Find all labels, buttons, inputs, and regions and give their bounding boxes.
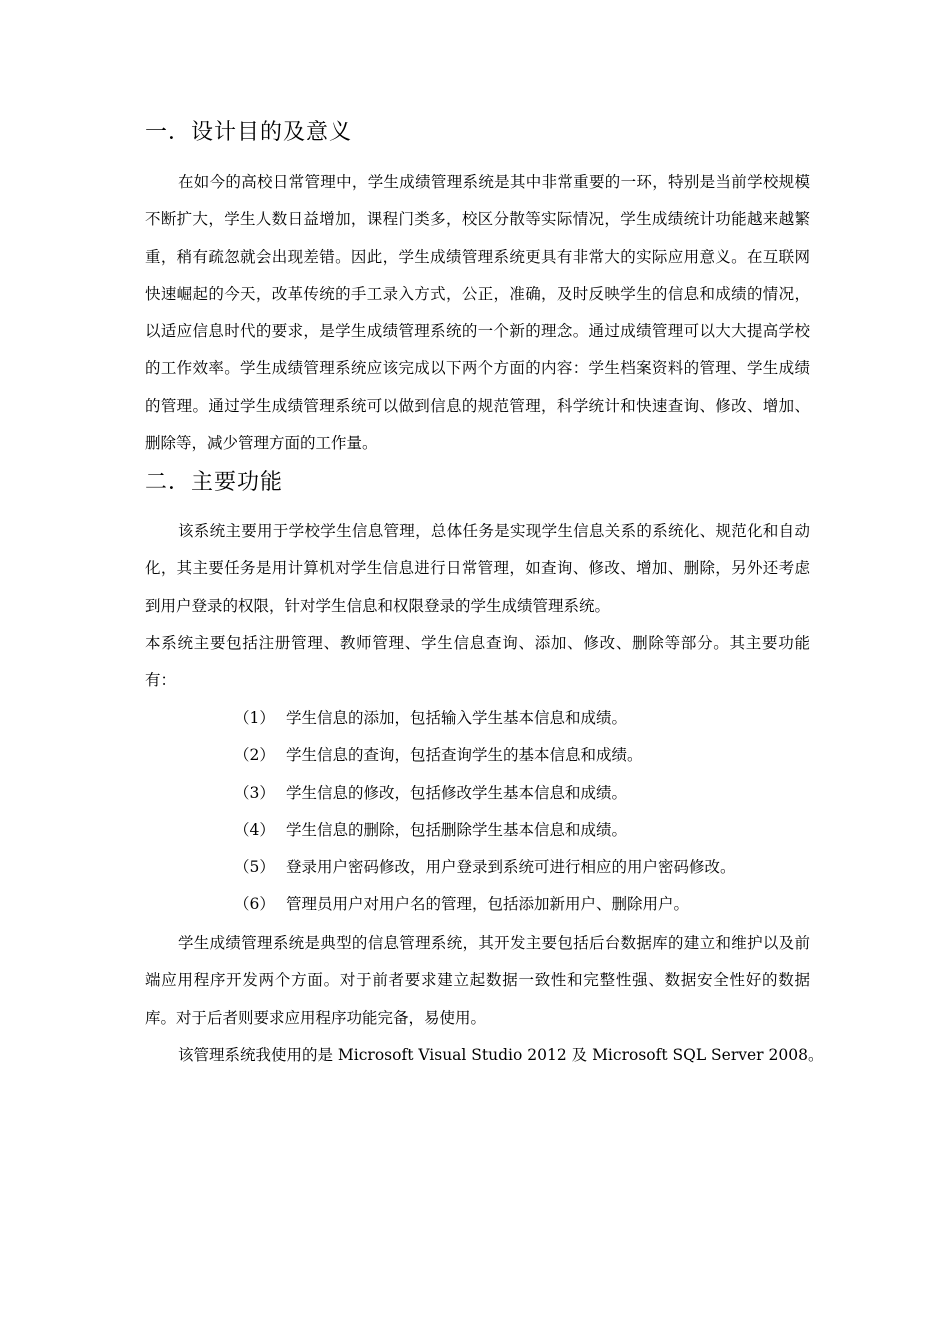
list-item-text: 登录用户密码修改，用户登录到系统可进行相应的用户密码修改。 <box>286 858 736 877</box>
section-2-intro-paragraph: 该系统主要用于学校学生信息管理，总体任务是实现学生信息关系的系统化、规范化和自动化，其主要任务是用计算机对学生信息进行日常管理，如查询、修改、增加、删除，另外还考虑到用户登录的权限，针对学生信息和权限登录的学生成绩管理系统。 <box>145 522 810 615</box>
list-item-number: （4） <box>234 820 275 839</box>
list-item-text: 学生信息的修改，包括修改学生基本信息和成绩。 <box>286 783 628 802</box>
section-2-tools-paragraph: 该管理系统我使用的是 Microsoft Visual Studio 2012 及 Microsoft SQL Server 2008。 <box>178 1046 824 1064</box>
section-2-development-paragraph: 学生成绩管理系统是典型的信息管理系统，其开发主要包括后台数据库的建立和维护以及前端应用程序开发两个方面。对于前者要求建立起数据一致性和完整性强、数据安全性好的数据库。对于后者则要求应用程序功能完备，易使用。 <box>145 934 810 1027</box>
function-list-item <box>234 812 824 849</box>
list-item-number: （5） <box>234 858 275 877</box>
function-list-item <box>234 775 824 812</box>
section-2-summary-paragraph: 本系统主要包括注册管理、教师管理、学生信息查询、添加、修改、删除等部分。其主要功能有： <box>145 634 810 690</box>
list-item-number: （6） <box>234 895 275 914</box>
function-list-item <box>234 849 824 886</box>
list-item-text: 学生信息的查询，包括查询学生的基本信息和成绩。 <box>286 746 643 765</box>
list-item-number: （3） <box>234 783 275 802</box>
section-2-heading: 二．主要功能 <box>145 470 284 495</box>
list-item-text: 学生信息的删除，包括删除学生基本信息和成绩。 <box>286 820 628 839</box>
function-list-item <box>234 737 824 774</box>
list-item-text: 学生信息的添加，包括输入学生基本信息和成绩。 <box>286 709 628 727</box>
list-item-number: （1） <box>234 709 275 727</box>
section-1-paragraph: 在如今的高校日常管理中，学生成绩管理系统是其中非常重要的一环，特别是当前学校规模不断扩大，学生人数日益增加，课程门类多，校区分散等实际情况，学生成绩统计功能越来越繁重，稍有疏忽就会出现差错。因此，学生成绩管理系统更具有非常大的实际应用意义。在互联网快速崛起的今天，改革传统的手工录入方式，公正，准确，及时反映学生的信息和成绩的情况，以适应信息时代的要求，是学生成绩管理系统的一个新的理念。通过成绩管理可以大大提高学校的工作效率。学生成绩管理系统应该完成以下两个方面的内容：学生档案资料的管理、学生成绩的管理。通过学生成绩管理系统可以做到信息的规范管理，科学统计和快速查询、修改、增加、删除等，减少管理方面的工作量。 <box>145 173 810 453</box>
function-list <box>234 700 824 924</box>
list-item-text: 管理员用户对用户名的管理，包括添加新用户、删除用户。 <box>286 895 690 914</box>
function-list-item <box>234 700 824 737</box>
section-1-heading: 一．设计目的及意义 <box>145 120 353 145</box>
function-list-item <box>234 886 824 923</box>
list-item-number: （2） <box>234 746 275 765</box>
